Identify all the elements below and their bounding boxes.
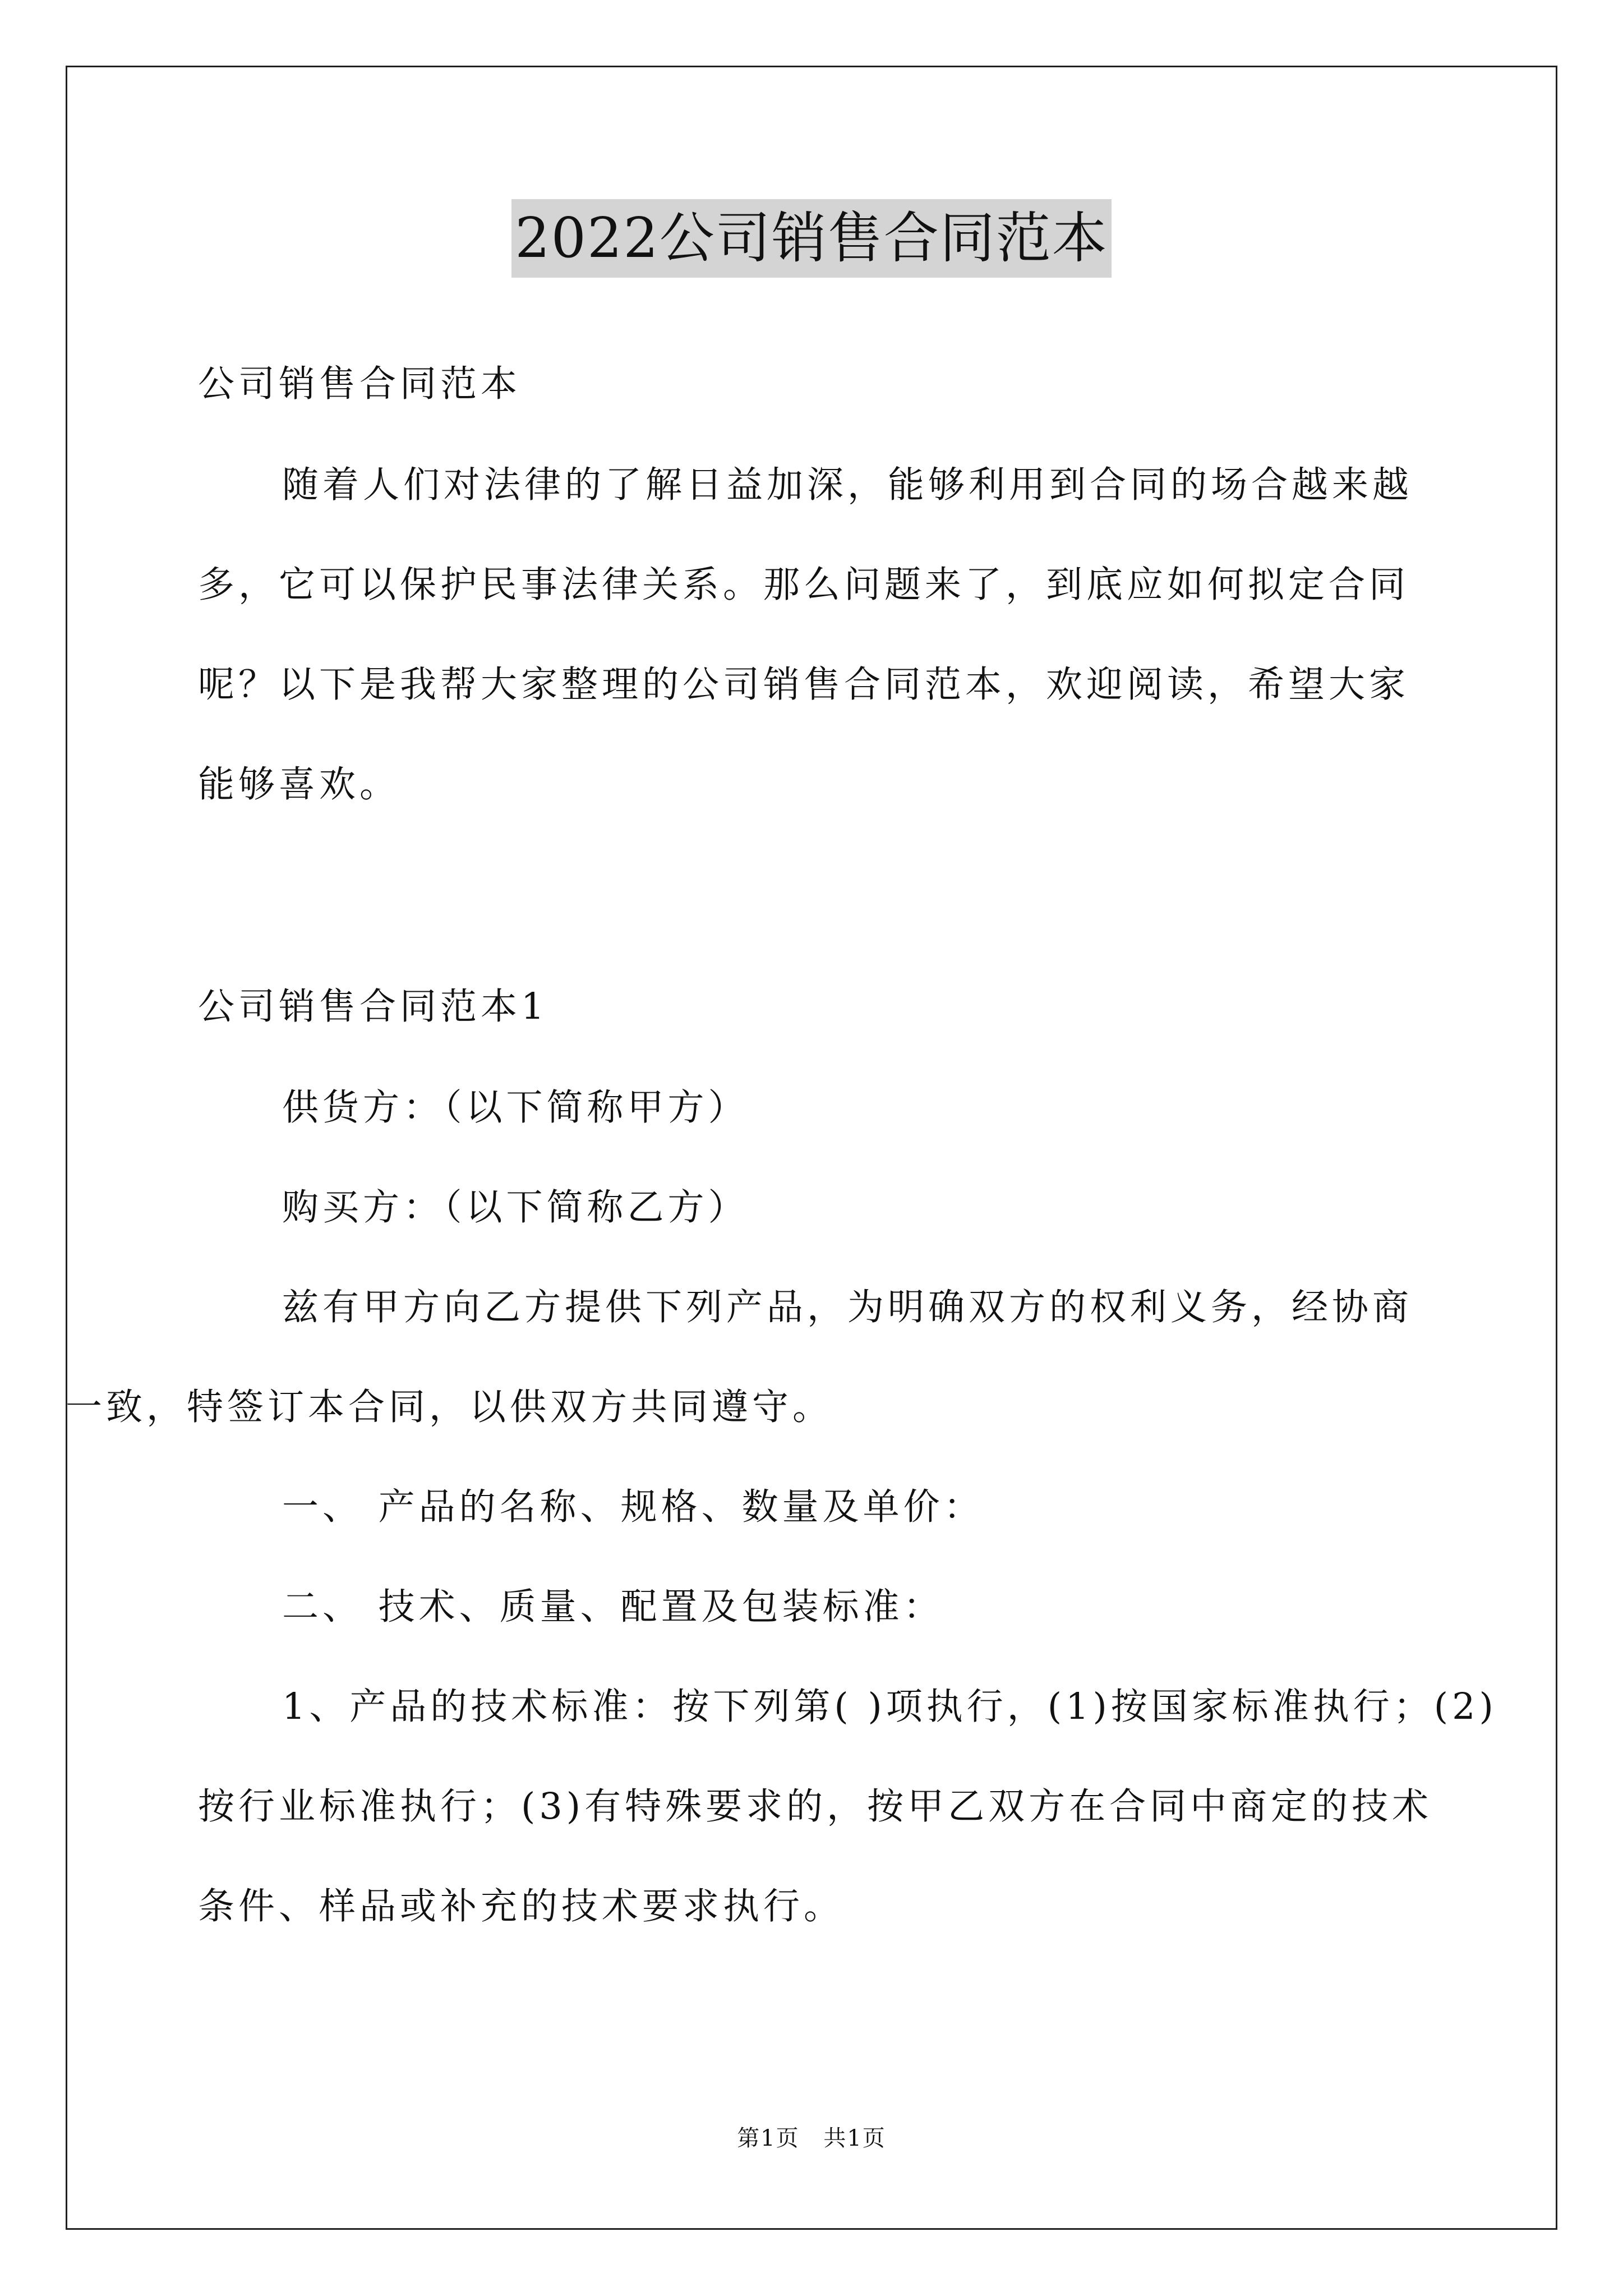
paragraph-line: 呢？以下是我帮大家整理的公司销售合同范本，欢迎阅读，希望大家: [198, 664, 1410, 706]
supplier-line: 供货方：（以下简称甲方）: [282, 1087, 749, 1129]
paragraph-line: 1、产品的技术标准：按下列第( )项执行，(1)按国家标准执行；(2): [282, 1686, 1497, 1728]
purchaser-line: 购买方：（以下简称乙方）: [282, 1186, 749, 1228]
paragraph-line: 能够喜欢。: [198, 763, 400, 806]
document-title: 2022公司销售合同范本: [511, 199, 1111, 278]
page-total: 共1页: [823, 2125, 886, 2151]
title-container: [0, 199, 1623, 278]
page-number: 第1页: [737, 2125, 800, 2151]
page-footer: [0, 2120, 1623, 2152]
section-heading: 公司销售合同范本1: [198, 986, 548, 1028]
clause-heading: 一、 产品的名称、规格、数量及单价：: [282, 1486, 984, 1528]
clause-heading: 二、 技术、质量、配置及包装标准：: [282, 1586, 944, 1628]
paragraph-line: 兹有甲方向乙方提供下列产品，为明确双方的权利义务，经协商: [282, 1286, 1413, 1328]
paragraph-line: 按行业标准执行；(3)有特殊要求的，按甲乙双方在合同中商定的技术: [198, 1786, 1433, 1828]
section-heading: 公司销售合同范本: [198, 363, 522, 405]
paragraph-line: 条件、样品或补充的技术要求执行。: [198, 1885, 845, 1927]
paragraph-line: 多，它可以保护民事法律关系。那么问题来了，到底应如何拟定合同: [198, 564, 1410, 606]
paragraph-line: 随着人们对法律的了解日益加深，能够利用到合同的场合越来越: [282, 464, 1413, 506]
paragraph-line: 一致，特签订本合同，以供双方共同遵守。: [66, 1386, 833, 1428]
